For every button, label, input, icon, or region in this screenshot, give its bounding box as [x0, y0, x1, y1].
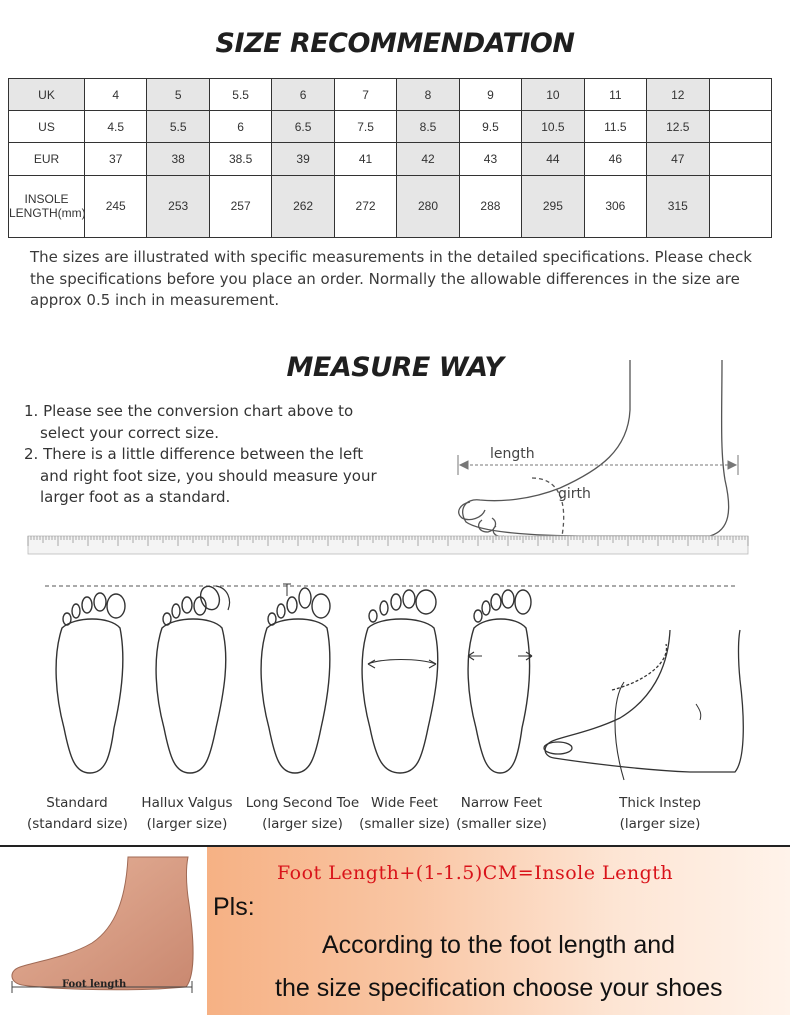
table-row-insole — [9, 175, 772, 237]
ruler-graphic — [28, 536, 748, 554]
table-cell: 4 — [85, 79, 147, 111]
table-cell: 7 — [334, 79, 396, 111]
foot-photo-illustration — [8, 857, 198, 997]
table-cell: 9.5 — [459, 111, 521, 143]
girth-label: girth — [558, 486, 591, 502]
table-cell: 10 — [522, 79, 584, 111]
table-cell: 8.5 — [397, 111, 459, 143]
table-cell: 46 — [584, 143, 646, 175]
table-cell: 38 — [147, 143, 209, 175]
table-cell: 41 — [334, 143, 396, 175]
table-cell: 272 — [334, 175, 396, 237]
foot-type-name: Long Second Toe — [245, 795, 360, 811]
bottom-banner — [0, 845, 790, 1015]
step-1: 1. Please see the conversion chart above to select your correct size. — [24, 402, 354, 442]
arrow-head-right — [728, 461, 736, 469]
table-cell: 4.5 — [85, 111, 147, 143]
advice-line-2: the size specification choose your shoes — [275, 974, 723, 1002]
size-note: The sizes are illustrated with specific measurements in the detailed specifications. Please check the specifications before you place an order. Normally the allowable differences in the size are approx 0.5 inch in measurement. — [30, 248, 752, 309]
table-cell: 37 — [85, 143, 147, 175]
table-row-eur — [9, 143, 772, 175]
row-label-insole: INSOLE LENGTH(mm) — [9, 175, 85, 237]
foot-type-size: (standard size) — [27, 816, 128, 832]
foot-type-name: Wide Feet — [371, 795, 438, 811]
foot-label-hallux-valgus — [137, 793, 237, 835]
foot-hallux-valgus-illustration — [150, 578, 240, 778]
foot-type-name: Standard — [46, 795, 108, 811]
table-cell: 6.5 — [272, 111, 334, 143]
foot-type-size: (larger size) — [619, 816, 701, 832]
table-cell: 11 — [584, 79, 646, 111]
table-row-us — [9, 111, 772, 143]
table-cell — [709, 79, 771, 111]
table-cell: 12 — [647, 79, 709, 111]
table-cell: 245 — [85, 175, 147, 237]
foot-type-size: (smaller size) — [359, 816, 450, 832]
table-cell — [709, 175, 771, 237]
foot-type-name: Hallux Valgus — [141, 795, 233, 811]
table-cell: 315 — [647, 175, 709, 237]
row-label-eur: EUR — [9, 143, 85, 175]
step-2: 2. There is a little difference between the left and right foot size, you should measure your larger foot as a standard. — [24, 445, 377, 506]
foot-type-name: Narrow Feet — [460, 795, 543, 811]
table-cell: 6 — [272, 79, 334, 111]
table-cell: 47 — [647, 143, 709, 175]
table-cell — [709, 143, 771, 175]
foot-type-size: (larger size) — [146, 816, 228, 832]
table-cell: 253 — [147, 175, 209, 237]
foot-thick-instep-illustration — [540, 630, 750, 780]
table-cell: 44 — [522, 143, 584, 175]
table-cell — [709, 111, 771, 143]
table-cell: 5.5 — [147, 111, 209, 143]
table-cell: 10.5 — [522, 111, 584, 143]
table-cell: 12.5 — [647, 111, 709, 143]
table-cell: 288 — [459, 175, 521, 237]
table-cell: 42 — [397, 143, 459, 175]
insole-formula: Foot Length+(1-1.5)CM=Insole Length — [277, 862, 674, 884]
pls-label: Pls: — [213, 893, 255, 921]
row-label-us: US — [9, 111, 85, 143]
foot-length-photo — [0, 847, 207, 1015]
advice-panel — [207, 847, 790, 1015]
foot-side-illustration — [440, 360, 750, 540]
foot-type-size: (larger size) — [262, 816, 343, 832]
table-cell: 6 — [209, 111, 271, 143]
table-cell: 39 — [272, 143, 334, 175]
foot-label-wide-feet — [357, 793, 452, 835]
foot-wide-feet-illustration — [358, 584, 448, 778]
foot-label-narrow-feet — [454, 793, 549, 835]
foot-long-second-toe-illustration — [255, 582, 340, 778]
foot-narrow-feet-illustration — [460, 584, 540, 778]
table-cell: 43 — [459, 143, 521, 175]
foot-label-thick-instep — [610, 793, 710, 835]
table-row-uk — [9, 79, 772, 111]
row-label-uk: UK — [9, 79, 85, 111]
length-label: length — [490, 446, 535, 462]
table-cell: 11.5 — [584, 111, 646, 143]
foot-type-name: Thick Instep — [619, 795, 701, 811]
table-cell: 9 — [459, 79, 521, 111]
measure-way-title: MEASURE WAY — [286, 352, 504, 383]
advice-line-1: According to the foot length and — [322, 931, 676, 959]
table-cell: 7.5 — [334, 111, 396, 143]
size-chart-table — [8, 78, 772, 238]
table-cell: 8 — [397, 79, 459, 111]
table-cell: 262 — [272, 175, 334, 237]
arrow-head-left — [460, 461, 468, 469]
table-cell: 38.5 — [209, 143, 271, 175]
table-cell: 295 — [522, 175, 584, 237]
foot-label-long-second-toe — [245, 793, 360, 835]
table-cell: 280 — [397, 175, 459, 237]
foot-type-size: (smaller size) — [456, 816, 547, 832]
photo-caption: Foot length — [62, 979, 127, 990]
measure-steps — [24, 401, 384, 509]
table-cell: 306 — [584, 175, 646, 237]
table-cell: 5 — [147, 79, 209, 111]
foot-standard-illustration — [50, 588, 130, 778]
table-cell: 5.5 — [209, 79, 271, 111]
size-recommendation-title: SIZE RECOMMENDATION — [215, 28, 575, 59]
foot-label-standard — [27, 793, 127, 835]
table-cell: 257 — [209, 175, 271, 237]
